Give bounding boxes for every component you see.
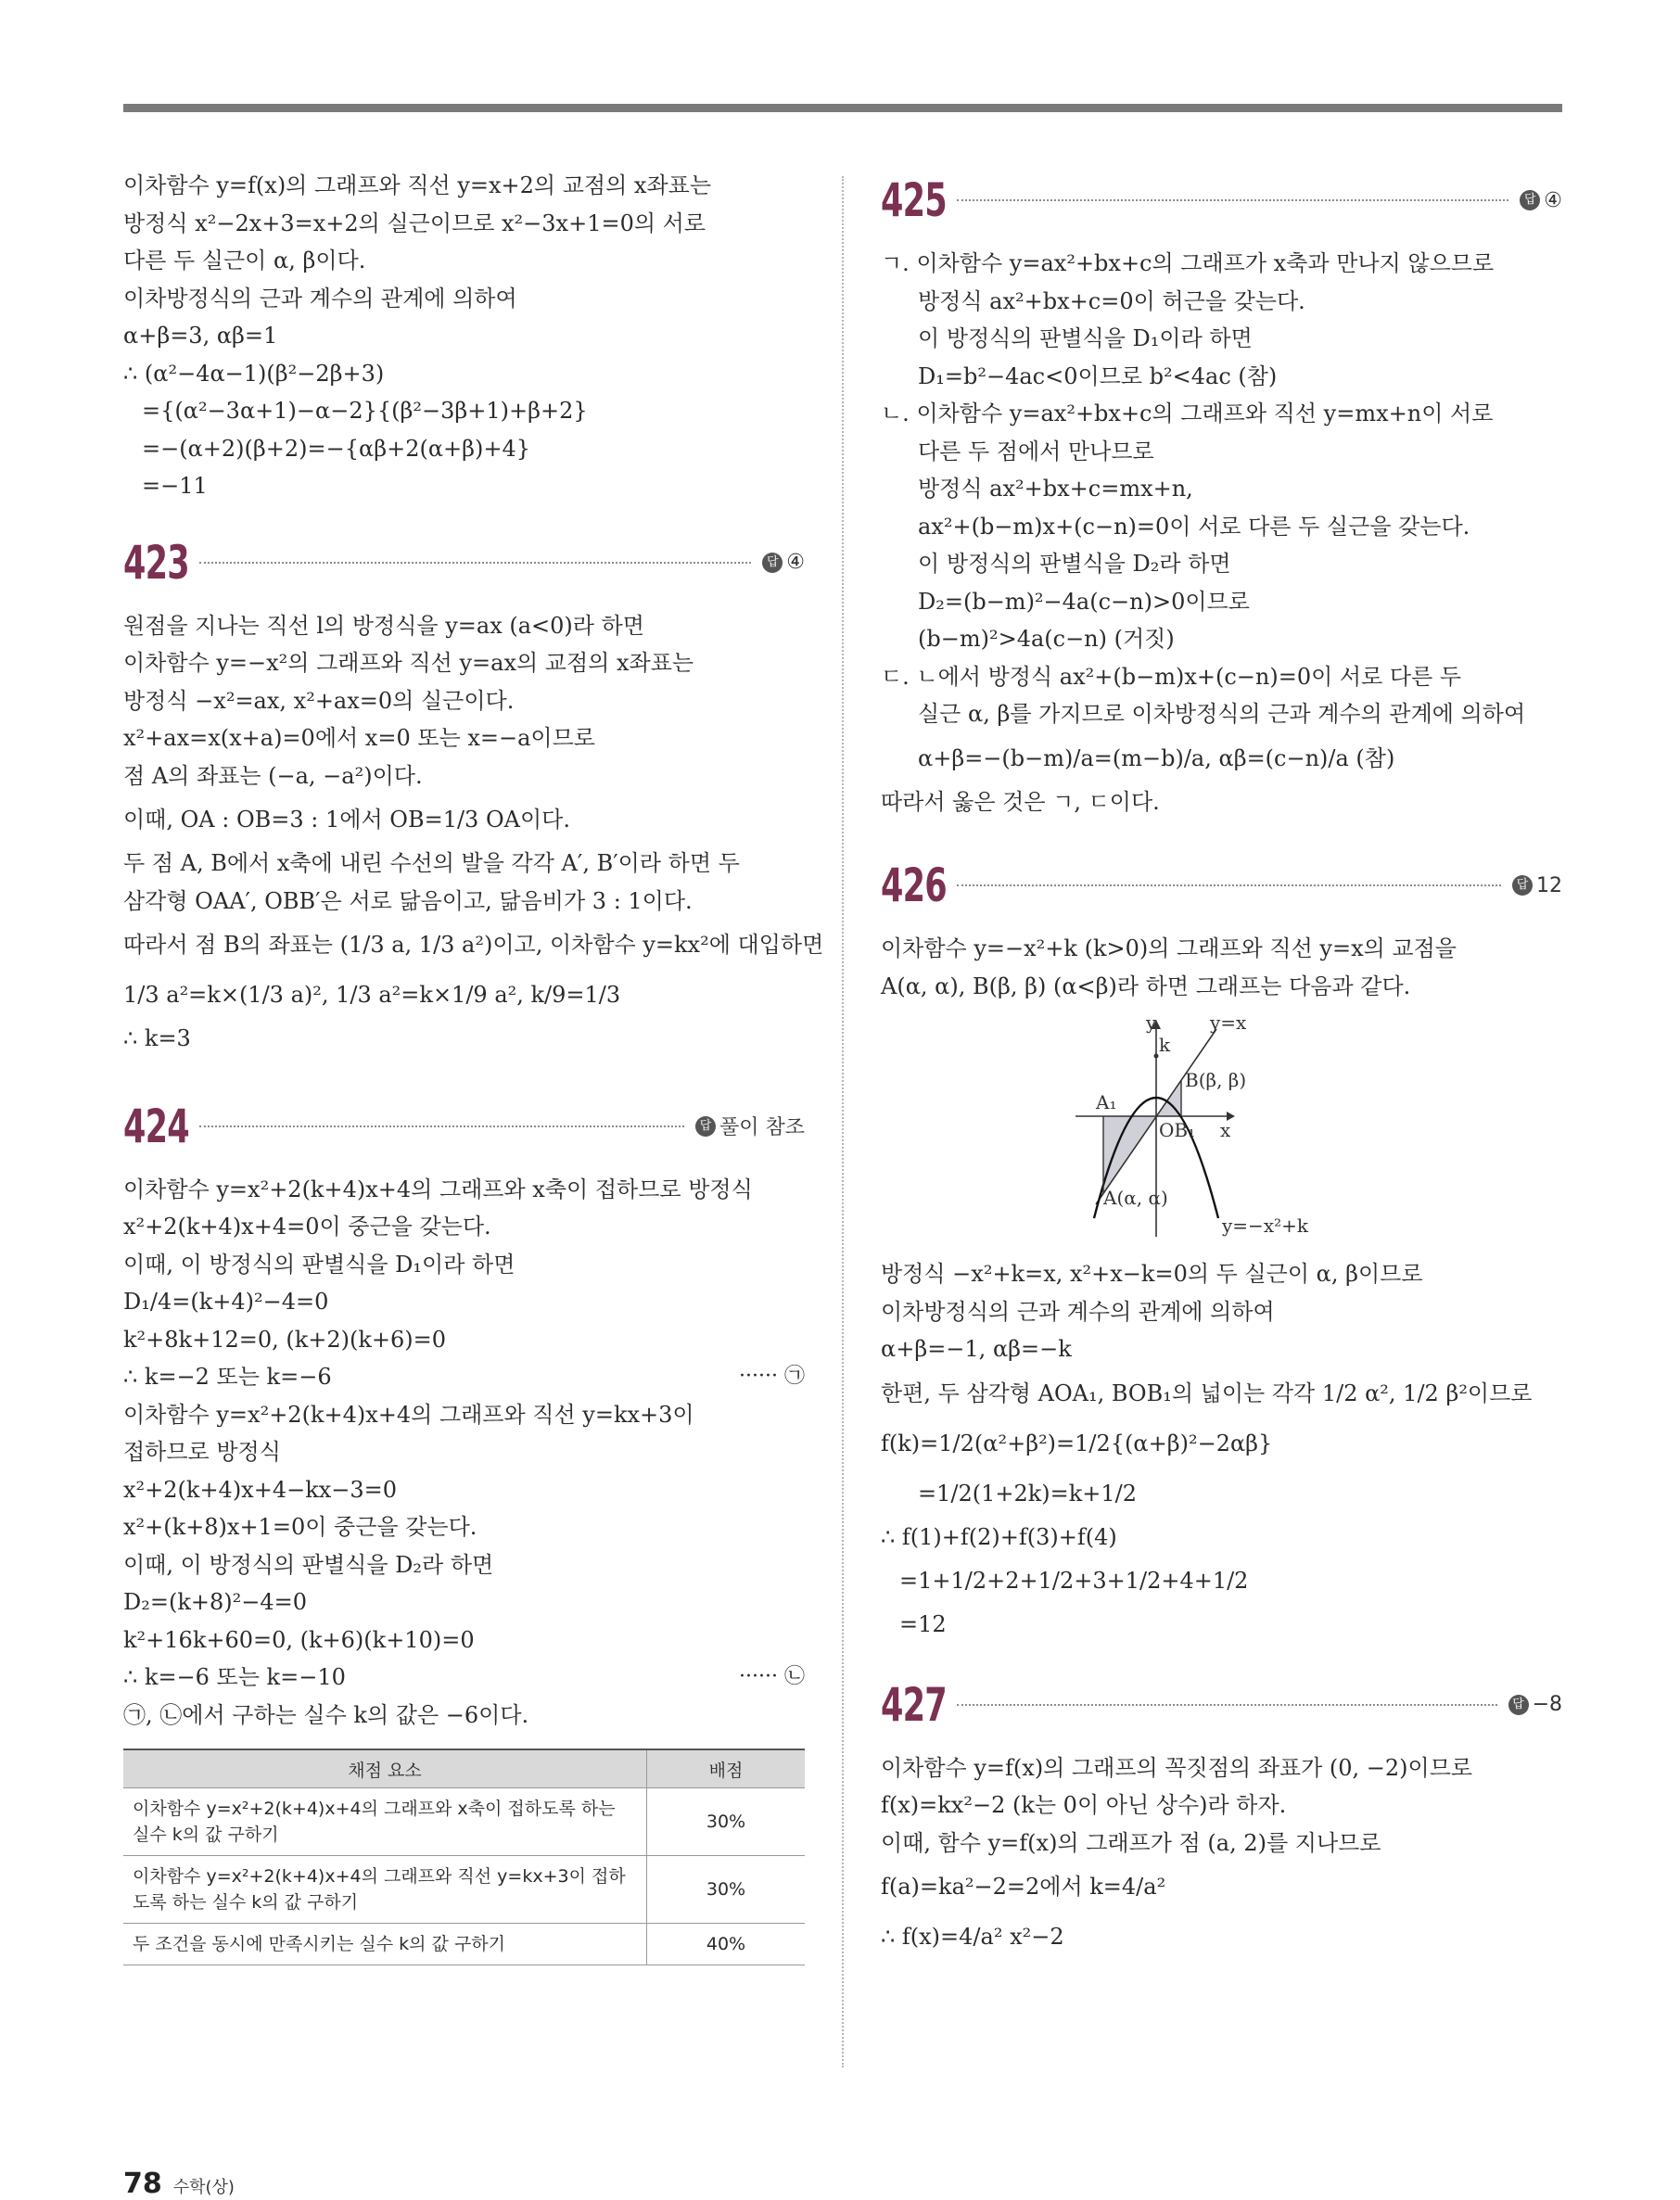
text-line: A(α, α), B(β, β) (α<β)라 하면 그래프는 다음과 같다.	[881, 973, 1411, 999]
dotted-leader	[957, 1704, 1497, 1706]
page-footer	[123, 2168, 235, 2200]
table-cell: 30%	[647, 1856, 806, 1924]
text-line: ㉠, ㉡에서 구하는 실수 k의 값은 −6이다.	[123, 1701, 529, 1728]
answer-label	[762, 551, 805, 574]
text-line: 원점을 지나는 직선 l의 방정식을 y=ax (a<0)라 하면	[123, 612, 644, 639]
text-line: 방정식 ax²+bx+c=mx+n,	[918, 476, 1193, 502]
text-line: =1+1/2+2+1/2+3+1/2+4+1/2	[899, 1568, 1249, 1594]
text-line: k²+8k+12=0, (k+2)(k+6)=0	[123, 1326, 447, 1353]
answer-value: 12	[1536, 873, 1562, 897]
problem-427-solution	[881, 1749, 1562, 1963]
text-line: =12	[899, 1611, 947, 1637]
problem-number: 423	[123, 535, 189, 590]
point-B-label: B(β, β)	[1185, 1069, 1247, 1091]
text-line: 다른 두 실근이 α, β이다.	[123, 248, 366, 273]
column-separator	[842, 176, 844, 2067]
text-line: 이때, 함수 y=f(x)의 그래프가 점 (a, 2)를 지나므로	[881, 1829, 1381, 1856]
text-line: x²+(k+8)x+1=0이 중근을 갖는다.	[123, 1514, 477, 1540]
dotted-leader	[199, 1125, 684, 1127]
answer-label	[1520, 189, 1562, 212]
text-line: D₂=(b−m)²−4a(c−n)>0이므로	[918, 588, 1250, 615]
problem-424-solution	[123, 1171, 805, 1735]
right-column	[881, 167, 1562, 1962]
parabola-graph	[1075, 1014, 1562, 1250]
text-line: ∴ f(x)=4/a² x²−2	[881, 1924, 1064, 1950]
answer-value: 풀이 참조	[719, 1116, 805, 1139]
problem-number: 427	[881, 1677, 947, 1732]
answer-value: ④	[786, 551, 805, 574]
curve-label: y=−x²+k	[1222, 1214, 1308, 1237]
point-A-label: A(α, α)	[1103, 1187, 1168, 1209]
dotted-leader	[957, 199, 1508, 201]
text-line: =−(α+2)(β+2)=−{αβ+2(α+β)+4}	[142, 435, 531, 462]
text-line: 한편, 두 삼각형 AOA₁, BOB₁의 넓이는 각각 1/2 α², 1/2 β²이므로	[881, 1380, 1533, 1406]
text-line: ㄱ. 이차함수 y=ax²+bx+c의 그래프가 x축과 만나지 않으므로	[881, 250, 1495, 276]
answer-badge-icon: 답	[695, 1116, 716, 1137]
left-column	[123, 167, 824, 1965]
point-A1-label: A₁	[1096, 1091, 1117, 1113]
answer-label	[1508, 1693, 1562, 1716]
text-line: ∴ k=3	[123, 1025, 191, 1051]
answer-value: ④	[1544, 188, 1562, 212]
text-line: ax²+(b−m)x+(c−n)=0이 서로 다른 두 실근을 갖는다.	[918, 513, 1470, 540]
dotted-leader	[199, 562, 751, 564]
answer-badge-icon: 답	[1508, 1695, 1529, 1715]
table-header-row	[123, 1749, 805, 1788]
answer-label	[695, 1112, 805, 1140]
text-line: 방정식 −x²+k=x, x²+x−k=0의 두 실근이 α, β이므로	[881, 1261, 1423, 1287]
table-cell: 30%	[647, 1788, 806, 1856]
text-line: 다른 두 점에서 만나므로	[918, 438, 1154, 464]
text-line: ㄷ. ㄴ에서 방정식 ax²+(b−m)x+(c−n)=0이 서로 다른 두	[881, 663, 1462, 690]
text-line: α+β=−(b−m)/a=(m−b)/a, αβ=(c−n)/a (참)	[918, 744, 1395, 771]
x-axis-label: x	[1220, 1119, 1231, 1141]
table-cell: 이차함수 y=x²+2(k+4)x+4의 그래프와 x축이 접하도록 하는 실수 k의 값 구하기	[123, 1788, 647, 1856]
y-axis-label: y	[1146, 1014, 1157, 1034]
problem-423-header	[123, 537, 805, 589]
text-line: 이차함수 y=−x²+k (k>0)의 그래프와 직선 y=x의 교점을	[881, 935, 1457, 961]
k-label: k	[1159, 1034, 1171, 1056]
text-line: 이차함수 y=x²+2(k+4)x+4의 그래프와 x축이 접하므로 방정식	[123, 1176, 753, 1202]
dotted-leader	[957, 884, 1501, 886]
text-line: 실근 α, β를 가지므로 이차방정식의 근과 계수의 관계에 의하여	[918, 701, 1526, 727]
text-line: x²+2(k+4)x+4=0이 중근을 갖는다.	[123, 1214, 491, 1240]
text-line: 이차방정식의 근과 계수의 관계에 의하여	[881, 1298, 1275, 1325]
table-cell: 40%	[647, 1924, 806, 1965]
text-line: k²+16k+60=0, (k+6)(k+10)=0	[123, 1626, 475, 1653]
continued-solution	[123, 167, 805, 505]
text-line: 이때, 이 방정식의 판별식을 D₂라 하면	[123, 1551, 494, 1578]
text-line: 방정식 −x²=ax, x²+ax=0의 실근이다.	[123, 687, 515, 714]
problem-424-header	[123, 1100, 805, 1152]
table-cell: 두 조건을 동시에 만족시키는 실수 k의 값 구하기	[123, 1924, 647, 1965]
text-line	[123, 1659, 805, 1697]
scoring-table	[123, 1749, 805, 1965]
text-line: 따라서 점 B의 좌표는 (1/3 a, 1/3 a²)이고, 이차함수 y=kx²에 대입하면	[123, 932, 824, 958]
line-label: y=x	[1210, 1014, 1247, 1034]
text-line: ∴ (α²−4α−1)(β²−2β+3)	[123, 360, 385, 387]
table-header: 배점	[647, 1749, 806, 1788]
problem-427-header	[881, 1679, 1562, 1731]
text-line: 이차함수 y=f(x)의 그래프와 직선 y=x+2의 교점의 x좌표는	[123, 172, 712, 198]
graph-svg	[1075, 1014, 1354, 1246]
text-line: 방정식 x²−2x+3=x+2의 실근이므로 x²−3x+1=0의 서로	[123, 210, 706, 236]
problem-425-solution	[881, 245, 1562, 820]
problem-number: 425	[881, 173, 947, 227]
equation-marker: ······ ㉡	[739, 1665, 805, 1688]
problem-425-header	[881, 174, 1562, 226]
text-line: α+β=3, αβ=1	[123, 323, 278, 349]
text-line: 이차함수 y=f(x)의 그래프의 꼭짓점의 좌표가 (0, −2)이므로	[881, 1754, 1473, 1781]
table-cell: 이차함수 y=x²+2(k+4)x+4의 그래프와 직선 y=kx+3이 접하도록 하는 실수 k의 값 구하기	[123, 1856, 647, 1924]
text-line: 이때, 이 방정식의 판별식을 D₁이라 하면	[123, 1251, 515, 1278]
text-line: 1/3 a²=k×(1/3 a)², 1/3 a²=k×1/9 a², k/9=1/3	[123, 982, 621, 1008]
text-line: 이차방정식의 근과 계수의 관계에 의하여	[123, 285, 517, 312]
problem-number: 426	[881, 858, 947, 912]
equation: ∴ k=−2 또는 k=−6	[123, 1364, 332, 1390]
problem-426-header	[881, 859, 1562, 911]
text-line: D₁/4=(k+4)²−4=0	[123, 1289, 329, 1315]
text-line: x²+2(k+4)x+4−kx−3=0	[123, 1476, 398, 1503]
text-line: 이 방정식의 판별식을 D₁이라 하면	[918, 325, 1253, 351]
table-row	[123, 1924, 805, 1965]
text-line: 접하므로 방정식	[123, 1439, 281, 1465]
page-number: 78	[123, 2168, 162, 2200]
problem-number: 424	[123, 1099, 189, 1153]
text-line: ={(α²−3α+1)−α−2}{(β²−3β+1)+β+2}	[142, 398, 588, 424]
text-line: f(k)=1/2(α²+β²)=1/2{(α+β)²−2αβ}	[881, 1430, 1273, 1456]
text-line: 이차함수 y=−x²의 그래프와 직선 y=ax의 교점의 x좌표는	[123, 650, 694, 676]
text-line: f(a)=ka²−2=2에서 k=4/a²	[881, 1874, 1166, 1900]
answer-badge-icon: 답	[762, 553, 783, 573]
book-subtitle: 수학(상)	[172, 2178, 235, 2197]
text-line: α+β=−1, αβ=−k	[881, 1336, 1072, 1362]
equation-marker: ······ ㉠	[739, 1365, 805, 1388]
answer-badge-icon: 답	[1512, 875, 1533, 896]
answer-value: −8	[1532, 1693, 1562, 1716]
text-line: 두 점 A, B에서 x축에 내린 수선의 발을 각각 A′, B′이라 하면 두	[123, 850, 740, 876]
text-line: 방정식 ax²+bx+c=0이 허근을 갖는다.	[918, 287, 1305, 314]
text-line: 따라서 옳은 것은 ㄱ, ㄷ이다.	[881, 788, 1160, 815]
problem-426-solution	[881, 930, 1562, 1644]
text-line: 이차함수 y=x²+2(k+4)x+4의 그래프와 직선 y=kx+3이	[123, 1401, 694, 1428]
table-header: 채점 요소	[123, 1749, 647, 1788]
text-line: ㄴ. 이차함수 y=ax²+bx+c의 그래프와 직선 y=mx+n이 서로	[881, 401, 1494, 426]
text-line: 삼각형 OAA′, OBB′은 서로 닮음이고, 닮음비가 3 : 1이다.	[123, 887, 693, 914]
text-line: (b−m)²>4a(c−n) (거짓)	[918, 626, 1175, 652]
text-line: ∴ f(1)+f(2)+f(3)+f(4)	[881, 1523, 1117, 1550]
text-line: 점 A의 좌표는 (−a, −a²)이다.	[123, 762, 423, 789]
text-line	[123, 1358, 805, 1396]
text-line: 이 방정식의 판별식을 D₂라 하면	[918, 551, 1231, 577]
answer-label	[1512, 874, 1562, 897]
table-row	[123, 1856, 805, 1924]
text-line: =−11	[142, 473, 208, 499]
top-rule	[123, 104, 1562, 112]
text-line: 이때, OA : OB=3 : 1에서 OB=1/3 OA이다.	[123, 807, 570, 833]
text-line: f(x)=kx²−2 (k는 0이 아닌 상수)라 하자.	[881, 1792, 1287, 1818]
table-row	[123, 1788, 805, 1856]
text-line: D₂=(k+8)²−4=0	[123, 1589, 307, 1615]
O-B1-label: OB₁	[1159, 1119, 1196, 1141]
k-point	[1154, 1054, 1159, 1059]
problem-423-solution	[123, 607, 824, 1058]
text-line: =1/2(1+2k)=k+1/2	[918, 1480, 1138, 1507]
equation: ∴ k=−6 또는 k=−10	[123, 1664, 346, 1690]
text-line: D₁=b²−4ac<0이므로 b²<4ac (참)	[918, 362, 1278, 389]
text-line: x²+ax=x(x+a)=0에서 x=0 또는 x=−a이므로	[123, 725, 595, 751]
answer-badge-icon: 답	[1520, 190, 1540, 210]
